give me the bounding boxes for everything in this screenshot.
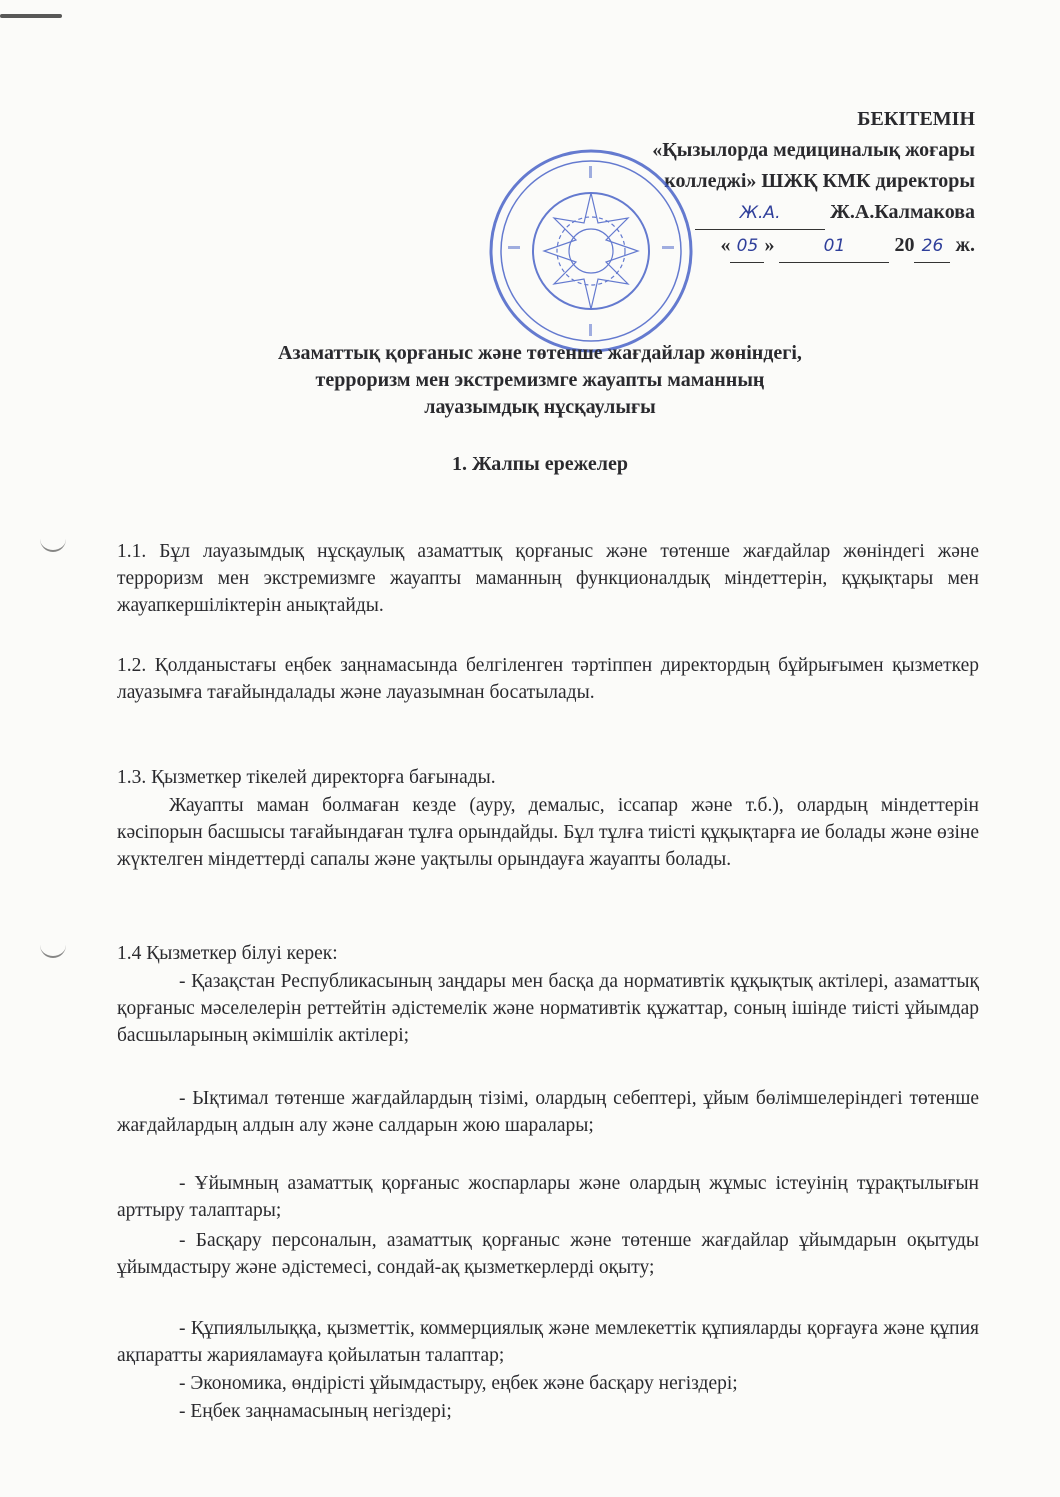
signatory-name: Ж.А.Калмакова — [830, 201, 975, 223]
list-item: - Қазақстан Республикасының заңдары мен басқа да нормативтік құқықтық актілері, азаматтық қорғаныс мәселелерін реттейтін әдістемелік және нормативтік құжаттар, соның ішінде тиісті ұйымдар басшыларының әкімшілік актілері; — [117, 971, 979, 1046]
date-day: 05 — [736, 236, 759, 256]
date-open-quote: « — [720, 234, 731, 256]
official-seal-stamp — [488, 148, 694, 354]
title-line-1: Азаматтық қорғаныс және төтенше жағдайлар жөніндегі, — [278, 342, 802, 364]
approval-org-line1: «Қызылорда медициналық жоғары — [652, 139, 975, 161]
approval-heading: БЕКІТЕМІН — [857, 108, 975, 130]
date-close-quote: » — [764, 234, 775, 256]
list-item: - Экономика, өндірісті ұйымдастыру, еңбек және басқару негіздері; — [179, 1373, 738, 1394]
scan-artifact-mark — [0, 14, 62, 18]
date-day-blank — [730, 230, 764, 263]
signature-blank — [695, 197, 825, 230]
list-item: - Ұйымның азаматтық қорғаныс жоспарлары және олардың жұмыс істеуінің тұрақтылығын арттыру талаптары; — [117, 1173, 979, 1221]
date-year-blank — [914, 230, 950, 263]
clause-1-4: 1.4 Қызметкер білуі керек: — [117, 943, 338, 964]
date-year-suffix: 26 — [921, 236, 944, 256]
date-suffix: ж. — [955, 234, 975, 256]
title-line-2: терроризм мен экстремизмге жауапты маманның — [315, 369, 765, 391]
section-heading: 1. Жалпы ережелер — [451, 453, 629, 475]
hole-punch-mark — [40, 944, 66, 958]
clause-1-2: 1.2. Қолданыстағы еңбек заңнамасында белгіленген тәртіппен директордың бұйрығымен қызметкер лауазымға тағайындалады және лауазымнан босатылады. — [117, 655, 979, 703]
list-item: - Басқару персоналын, азаматтық қорғаныс және төтенше жағдайлар ұйымдарын оқытуды ұйымдастыру және әдістемесі, сондай-ақ қызметкерлерді оқыту; — [117, 1230, 979, 1278]
handwritten-signature: Ж.А. — [739, 203, 781, 223]
date-year-prefix: 20 — [894, 234, 915, 256]
document-title — [140, 340, 940, 421]
list-item: - Ықтимал төтенше жағдайлардың тізімі, олардың себептері, ұйым бөлімшелеріндегі төтенше жағдайлардың алдын алу және салдарын жою шаралары; — [117, 1088, 979, 1136]
hole-punch-mark — [40, 538, 66, 552]
list-item: - Еңбек заңнамасының негіздері; — [179, 1401, 452, 1422]
list-item: - Құпиялылыққа, қызметтік, коммерциялық және мемлекеттік құпияларды қорғауға және құпия ақпаратты жарияламауға қойылатын талаптар; — [117, 1318, 979, 1366]
clause-1-3: 1.3. Қызметкер тікелей директорға бағынады. — [117, 767, 496, 788]
approval-org-line2: колледжі» ШЖҚ КМК директоры — [664, 170, 975, 192]
title-line-3: лауазымдық нұсқаулығы — [424, 396, 656, 418]
clause-1-1: 1.1. Бұл лауазымдық нұсқаулық азаматтық қорғаныс және төтенше жағдайлар жөніндегі және терроризм мен экстремизмге жауапты маманның функционалдық міндеттерін, құқықтары мен жауапкершіліктерін анықтайды. — [117, 541, 979, 616]
clause-1-3-detail: Жауапты маман болмаған кезде (ауру, демалыс, іссапар және т.б.), олардың міндеттерін кәсіпорын басшысы тағайындаған тұлға орындайды. Бұл тұлға тиісті құқықтарға ие болады және өзіне жүктелген міндеттерді сапалы және уақтылы орындауға жауапты болады. — [117, 795, 979, 870]
date-month-blank — [779, 230, 889, 263]
date-month: 01 — [823, 236, 846, 256]
